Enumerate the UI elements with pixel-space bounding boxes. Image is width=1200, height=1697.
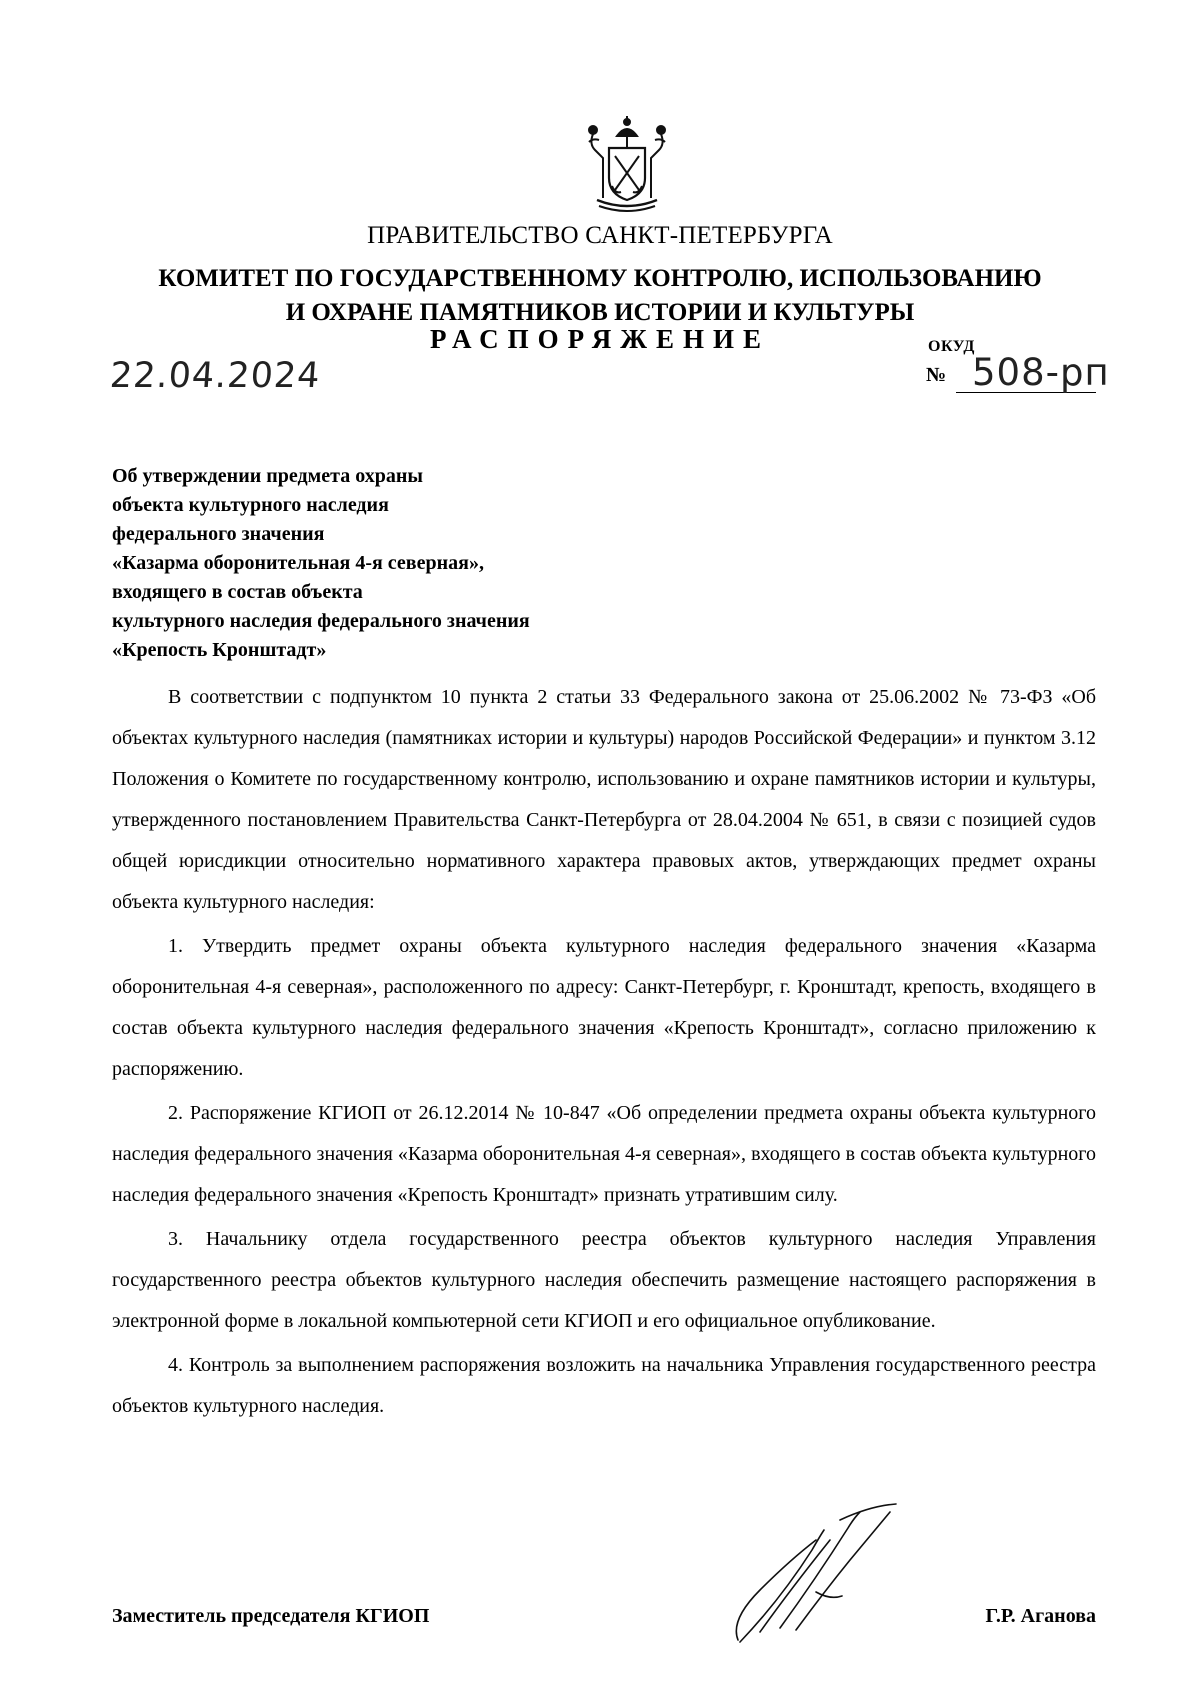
government-name: ПРАВИТЕЛЬСТВО САНКТ-ПЕТЕРБУРГА — [367, 222, 833, 249]
committee-line: И ОХРАНЕ ПАМЯТНИКОВ ИСТОРИИ И КУЛЬТУРЫ — [285, 299, 915, 326]
coat-of-arms-emblem — [585, 114, 669, 212]
clause-1-paragraph: 1. Утвердить предмет охраны объекта культурного наследия федерального значения «Казарма оборонительная 4-я северная», расположенного по адресу: Санкт-Петербург, г. Кронштадт, крепость, входящего в состав объекта культурного наследия федерального значения «Крепость Кронштадт», согласно приложению к распоряжению. — [112, 935, 1096, 1080]
preamble-paragraph: В соответствии с подпунктом 10 пункта 2 статьи 33 Федерального закона от 25.06.2002 № 73-ФЗ «Об объектах культурного наследия (памятниках истории и культуры) народов Российской Федерации» и пунктом 3.12 Положения о Комитете по государственному контролю, использованию и охране памятников истории и культуры, утвержденного постановлением Правительства Санкт-Петербурга от 28.04.2004 № 651, в связи с позицией судов общей юрисдикции относительно нормативного характера правовых актов, утверждающих предмет охраны объекта культурного наследия: — [112, 686, 1096, 913]
subject-line: культурного наследия федерального значения — [112, 610, 530, 632]
number-sign: № — [926, 364, 947, 386]
signatory-title: Заместитель председателя КГИОП — [112, 1605, 430, 1627]
document-subject — [112, 462, 732, 665]
committee-line: КОМИТЕТ ПО ГОСУДАРСТВЕННОМУ КОНТРОЛЮ, ИСПОЛЬЗОВАНИЮ — [158, 265, 1042, 292]
subject-line: федерального значения — [112, 523, 325, 545]
subject-line: «Казарма оборонительная 4-я северная», — [112, 552, 484, 574]
committee-name — [0, 262, 1200, 330]
subject-line: Об утверждении предмета охраны — [112, 465, 423, 487]
clause-4-paragraph: 4. Контроль за выполнением распоряжения возложить на начальника Управления государственного реестра объектов культурного наследия. — [112, 1354, 1096, 1417]
document-body — [112, 677, 1096, 1427]
okud-label: ОКУД — [928, 338, 975, 355]
clause-3-paragraph: 3. Начальнику отдела государственного реестра объектов культурного наследия Управления государственного реестра объектов культурного наследия обеспечить размещение настоящего распоряжения в электронной форме в локальной компьютерной сети КГИОП и его официальное опубликование. — [112, 1228, 1096, 1332]
signatory-name: Г.Р. Аганова — [985, 1605, 1096, 1627]
clause-2-paragraph: 2. Распоряжение КГИОП от 26.12.2014 № 10-847 «Об определении предмета охраны объекта культурного наследия федерального значения «Казарма оборонительная 4-я северная», входящего в состав объекта культурного наследия федерального значения «Крепость Кронштадт» признать утратившим силу. — [112, 1102, 1096, 1206]
document-type-title: РАСПОРЯЖЕНИЕ — [429, 324, 771, 354]
handwritten-date: 22.04.2024 — [108, 356, 322, 396]
subject-line: объекта культурного наследия — [112, 494, 389, 516]
handwritten-number: 508-рп — [972, 351, 1110, 394]
subject-line: входящего в состав объекта — [112, 581, 363, 603]
subject-line: «Крепость Кронштадт» — [112, 639, 327, 661]
handwritten-signature — [720, 1500, 930, 1650]
